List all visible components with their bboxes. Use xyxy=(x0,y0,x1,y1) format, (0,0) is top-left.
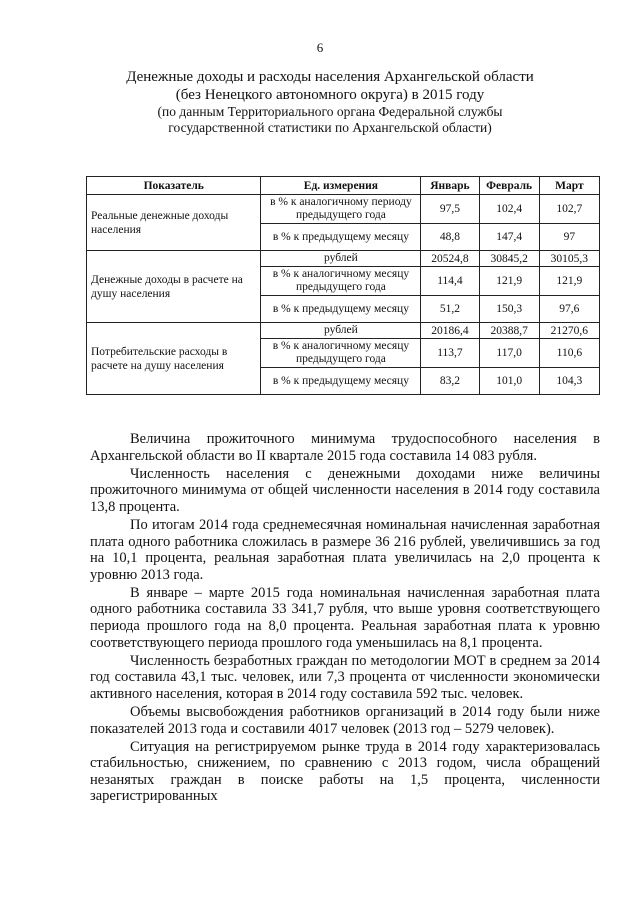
header-indicator: Показатель xyxy=(87,177,261,195)
value-january: 48,8 xyxy=(421,224,479,251)
value-march: 102,7 xyxy=(539,195,599,224)
source-line-2: государственной статистики по Архангельской области) xyxy=(168,120,492,135)
document-title xyxy=(60,68,600,136)
source-line-1: (по данным Территориального органа Федеральной службы xyxy=(157,104,503,119)
unit-cell: в % к аналогичному месяцу предыдущего года xyxy=(261,267,421,296)
value-february: 117,0 xyxy=(479,339,539,368)
header-march: Март xyxy=(539,177,599,195)
value-february: 147,4 xyxy=(479,224,539,251)
paragraph-unemployment: Численность безработных граждан по методологии МОТ в среднем за 2014 год составила 43,1 тыс. человек, или 7,3 процента от численности экономически активного населения, которая в 2014 году составила 592 тыс. человек. xyxy=(90,652,600,702)
value-january: 113,7 xyxy=(421,339,479,368)
title-line-1: Денежные доходы и расходы населения Архангельской области xyxy=(126,69,534,85)
value-january: 97,5 xyxy=(421,195,479,224)
value-march: 110,6 xyxy=(539,339,599,368)
indicator-income-per-capita: Денежные доходы в расчете на душу населения xyxy=(87,251,261,323)
unit-cell: рублей xyxy=(261,251,421,267)
header-january: Январь xyxy=(421,177,479,195)
paragraph-layoffs: Объемы высвобождения работников организаций в 2014 году были ниже показателей 2013 года и составили 4017 человек (2013 год – 5279 человек). xyxy=(90,704,600,737)
value-march: 30105,3 xyxy=(539,251,599,267)
table-row xyxy=(87,323,600,339)
page-number: 6 xyxy=(316,40,324,55)
value-march: 97,6 xyxy=(539,296,599,323)
value-march: 104,3 xyxy=(539,368,599,395)
value-january: 114,4 xyxy=(421,267,479,296)
value-january: 51,2 xyxy=(421,296,479,323)
indicator-consumer-spending: Потребительские расходы в расчете на душу населения xyxy=(87,323,261,395)
paragraph-subsistence-minimum: Величина прожиточного минимума трудоспособного населения в Архангельской области во II квартале 2015 года составила 14 083 рубля. xyxy=(90,431,600,464)
value-january: 20524,8 xyxy=(421,251,479,267)
header-february: Февраль xyxy=(479,177,539,195)
title-line-2: (без Ненецкого автономного округа) в 2015 году xyxy=(175,87,485,103)
value-january: 20186,4 xyxy=(421,323,479,339)
value-february: 102,4 xyxy=(479,195,539,224)
table-row xyxy=(87,251,600,267)
paragraph-wages-2014: По итогам 2014 года среднемесячная номинальная начисленная заработная плата одного работника сложилась в размере 36 216 рублей, увеличившись за год на 10,1 процента, реальная заработная плата увеличилась на 2,0 процента к уровню 2013 года. xyxy=(90,516,600,583)
paragraph-low-income-share: Численность населения с денежными доходами ниже величины прожиточного минимума от общей численности населения в 2014 году составила 13,8 процента. xyxy=(90,465,600,515)
unit-cell: в % к аналогичному периоду предыдущего года xyxy=(261,195,421,224)
body-text xyxy=(90,431,600,807)
value-february: 121,9 xyxy=(479,267,539,296)
unit-cell: в % к предыдущему месяцу xyxy=(261,368,421,395)
table-header-row xyxy=(87,177,600,195)
value-february: 20388,7 xyxy=(479,323,539,339)
value-march: 97 xyxy=(539,224,599,251)
paragraph-wages-q1-2015: В январе – марте 2015 года номинальная начисленная заработная плата одного работника составила 33 341,7 рубля, что выше уровня соответствующего периода прошлого года на 8,0 процента. Реальная заработная плата к уровню соответствующего периода прошлого года уменьшилась на 8,1 процента. xyxy=(90,584,600,651)
value-march: 121,9 xyxy=(539,267,599,296)
table-row xyxy=(87,195,600,224)
header-unit: Ед. измерения xyxy=(261,177,421,195)
paragraph-labor-market: Ситуация на регистрируемом рынке труда в 2014 году характеризовалась стабильностью, снижением, по сравнению с 2013 годом, числа обращений незанятых граждан в поиске работы на 1,5 процента, численности зарегистрированных xyxy=(90,738,600,805)
indicator-real-income: Реальные денежные доходы населения xyxy=(87,195,261,251)
value-january: 83,2 xyxy=(421,368,479,395)
value-february: 101,0 xyxy=(479,368,539,395)
unit-cell: в % к предыдущему месяцу xyxy=(261,296,421,323)
unit-cell: рублей xyxy=(261,323,421,339)
income-expenses-table xyxy=(86,176,600,395)
unit-cell: в % к предыдущему месяцу xyxy=(261,224,421,251)
value-february: 30845,2 xyxy=(479,251,539,267)
value-february: 150,3 xyxy=(479,296,539,323)
value-march: 21270,6 xyxy=(539,323,599,339)
unit-cell: в % к аналогичному месяцу предыдущего года xyxy=(261,339,421,368)
